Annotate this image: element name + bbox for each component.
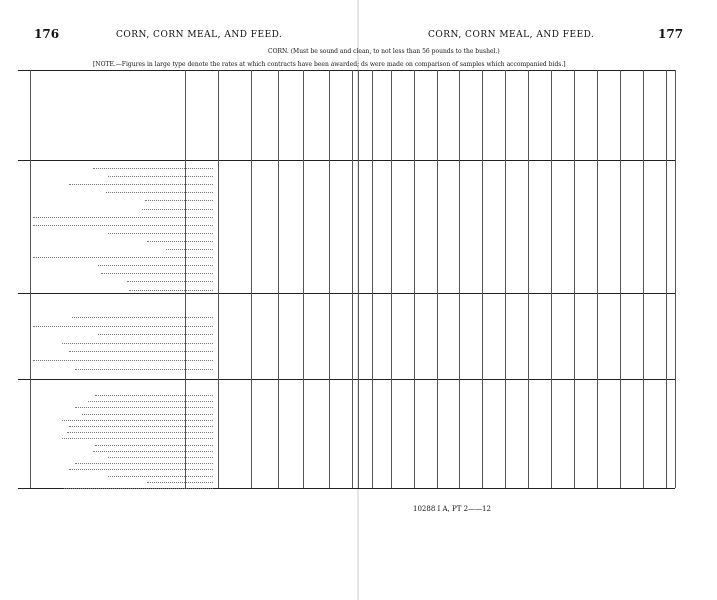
leader-dots — [64, 488, 213, 489]
leader-dots — [33, 360, 213, 361]
leader-dots — [108, 176, 213, 177]
leader-dots — [75, 369, 213, 370]
column-divider — [437, 70, 438, 488]
leader-dots — [72, 317, 213, 318]
column-divider — [597, 70, 598, 488]
leader-dots — [108, 457, 213, 458]
leader-dots — [75, 407, 213, 408]
column-divider — [358, 70, 359, 488]
corn-section-title: CORN. (Must be sound and clean, to not less than 56 pounds to the bushel.) — [268, 48, 500, 55]
right-page — [358, 0, 717, 600]
left-page — [0, 0, 358, 600]
leader-dots — [33, 217, 213, 218]
note-text: [NOTE.—Figures in large type denote the rates at which contracts have been awarded; ds were made on comparison of samples which accompanied bids.] — [93, 61, 566, 68]
leader-dots — [129, 290, 213, 291]
leader-dots — [93, 168, 213, 169]
leader-dots — [62, 420, 213, 421]
leader-dots — [106, 192, 213, 193]
page-footer: 10288 I A, PT 2——12 — [413, 505, 491, 513]
column-divider — [352, 70, 353, 488]
leader-dots — [101, 273, 213, 274]
leader-dots — [166, 249, 213, 250]
left-running-header: CORN, CORN MEAL, AND FEED. — [116, 30, 283, 40]
leader-dots — [145, 200, 213, 201]
right-page-number: 177 — [658, 27, 684, 41]
column-divider — [329, 70, 330, 488]
column-divider — [303, 70, 304, 488]
column-divider — [372, 70, 373, 488]
leader-dots — [93, 451, 213, 452]
column-divider — [620, 70, 621, 488]
column-divider — [666, 70, 667, 488]
column-divider — [414, 70, 415, 488]
column-divider — [218, 70, 219, 488]
leader-dots — [142, 209, 213, 210]
column-divider — [30, 70, 31, 488]
leader-dots — [108, 233, 213, 234]
leader-dots — [33, 326, 213, 327]
table-rule — [18, 379, 675, 380]
column-divider — [391, 70, 392, 488]
leader-dots — [82, 414, 213, 415]
table-rule — [18, 160, 675, 161]
column-divider — [551, 70, 552, 488]
column-divider — [505, 70, 506, 488]
leader-dots — [127, 281, 213, 282]
column-divider — [251, 70, 252, 488]
column-divider — [675, 70, 676, 488]
leader-dots — [75, 463, 213, 464]
column-divider — [643, 70, 644, 488]
leader-dots — [33, 257, 213, 258]
table-rule — [18, 293, 675, 294]
leader-dots — [98, 265, 213, 266]
leader-dots — [147, 482, 213, 483]
column-divider — [482, 70, 483, 488]
leader-dots — [62, 343, 213, 344]
column-divider — [528, 70, 529, 488]
column-divider — [574, 70, 575, 488]
leader-dots — [33, 225, 213, 226]
leader-dots — [69, 426, 213, 427]
leader-dots — [147, 241, 213, 242]
leader-dots — [95, 445, 213, 446]
column-divider — [459, 70, 460, 488]
leader-dots — [69, 351, 213, 352]
right-running-header: CORN, CORN MEAL, AND FEED. — [428, 30, 595, 40]
leader-dots — [98, 334, 213, 335]
table-rule — [18, 70, 675, 71]
leader-dots — [67, 432, 213, 433]
leader-dots — [69, 184, 213, 185]
leader-dots — [69, 469, 213, 470]
column-divider — [278, 70, 279, 488]
leader-dots — [88, 401, 213, 402]
leader-dots — [95, 395, 213, 396]
leader-dots — [108, 476, 213, 477]
left-page-number: 176 — [34, 27, 60, 41]
leader-dots — [62, 438, 213, 439]
